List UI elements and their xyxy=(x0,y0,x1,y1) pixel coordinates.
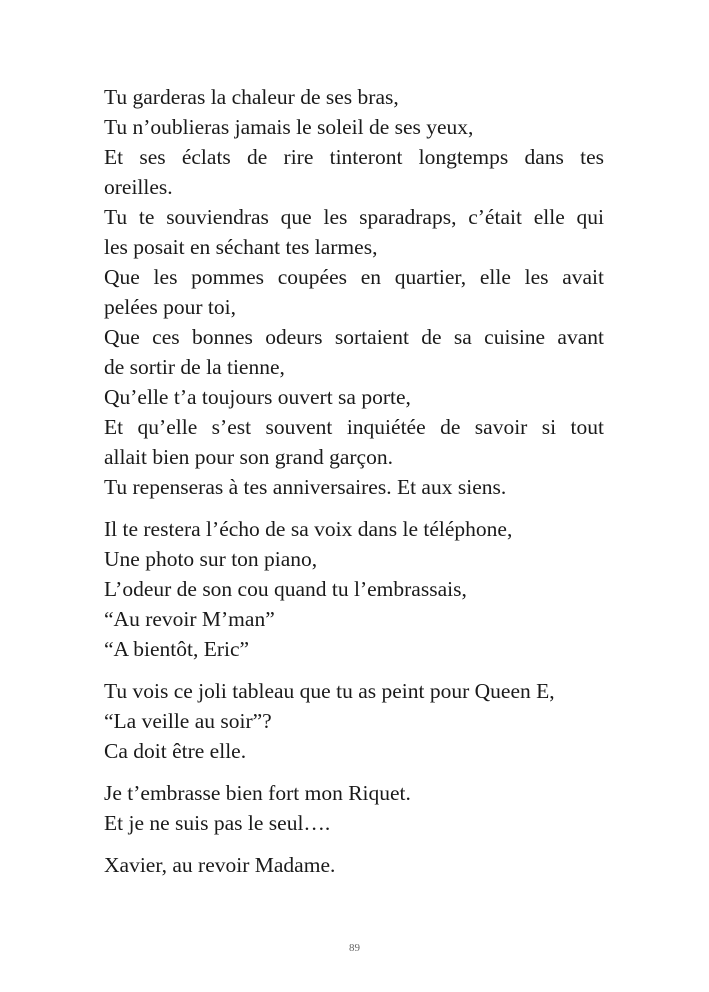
poem-line: Que les pommes coupées en quartier, elle les avait xyxy=(104,265,604,289)
poem-line: “La veille au soir”? xyxy=(104,709,272,733)
poem-line: Ca doit être elle. xyxy=(104,739,247,763)
poem-line: L’odeur de son cou quand tu l’embrassais, xyxy=(104,577,467,601)
page-number: 89 xyxy=(349,942,360,954)
poem-line: Tu repenseras à tes anniversaires. Et aux siens. xyxy=(104,475,507,499)
poem-line: Et qu’elle s’est souvent inquiétée de savoir si tout xyxy=(104,415,604,439)
poem-line: Tu te souviendras que les sparadraps, c’était elle qui xyxy=(104,205,604,229)
poem-line: Tu n’oublieras jamais le soleil de ses yeux, xyxy=(104,115,474,139)
poem-line: allait bien pour son grand garçon. xyxy=(104,445,393,469)
poem-text xyxy=(104,82,604,892)
poem-line: “Au revoir M’man” xyxy=(104,607,275,631)
poem-line: Que ces bonnes odeurs sortaient de sa cuisine avant xyxy=(104,325,604,349)
poem-line: Tu garderas la chaleur de ses bras, xyxy=(104,85,399,109)
poem-line: oreilles. xyxy=(104,175,173,199)
poem-line: “A bientôt, Eric” xyxy=(104,637,250,661)
stanza-5 xyxy=(104,850,604,880)
poem-line: les posait en séchant tes larmes, xyxy=(104,235,378,259)
stanza-3 xyxy=(104,676,604,766)
poem-line: Je t’embrasse bien fort mon Riquet. xyxy=(104,781,411,805)
stanza-4 xyxy=(104,778,604,838)
poem-line: Qu’elle t’a toujours ouvert sa porte, xyxy=(104,385,411,409)
poem-line: Une photo sur ton piano, xyxy=(104,547,318,571)
poem-line: Xavier, au revoir Madame. xyxy=(104,853,336,877)
poem-line: Tu vois ce joli tableau que tu as peint pour Queen E, xyxy=(104,679,555,703)
poem-line: pelées pour toi, xyxy=(104,295,236,319)
poem-line: Et ses éclats de rire tinteront longtemps dans tes xyxy=(104,145,604,169)
poem-line: Il te restera l’écho de sa voix dans le téléphone, xyxy=(104,517,513,541)
stanza-1 xyxy=(104,82,604,502)
stanza-2 xyxy=(104,514,604,664)
poem-line: de sortir de la tienne, xyxy=(104,355,285,379)
poem-line: Et je ne suis pas le seul…. xyxy=(104,811,331,835)
